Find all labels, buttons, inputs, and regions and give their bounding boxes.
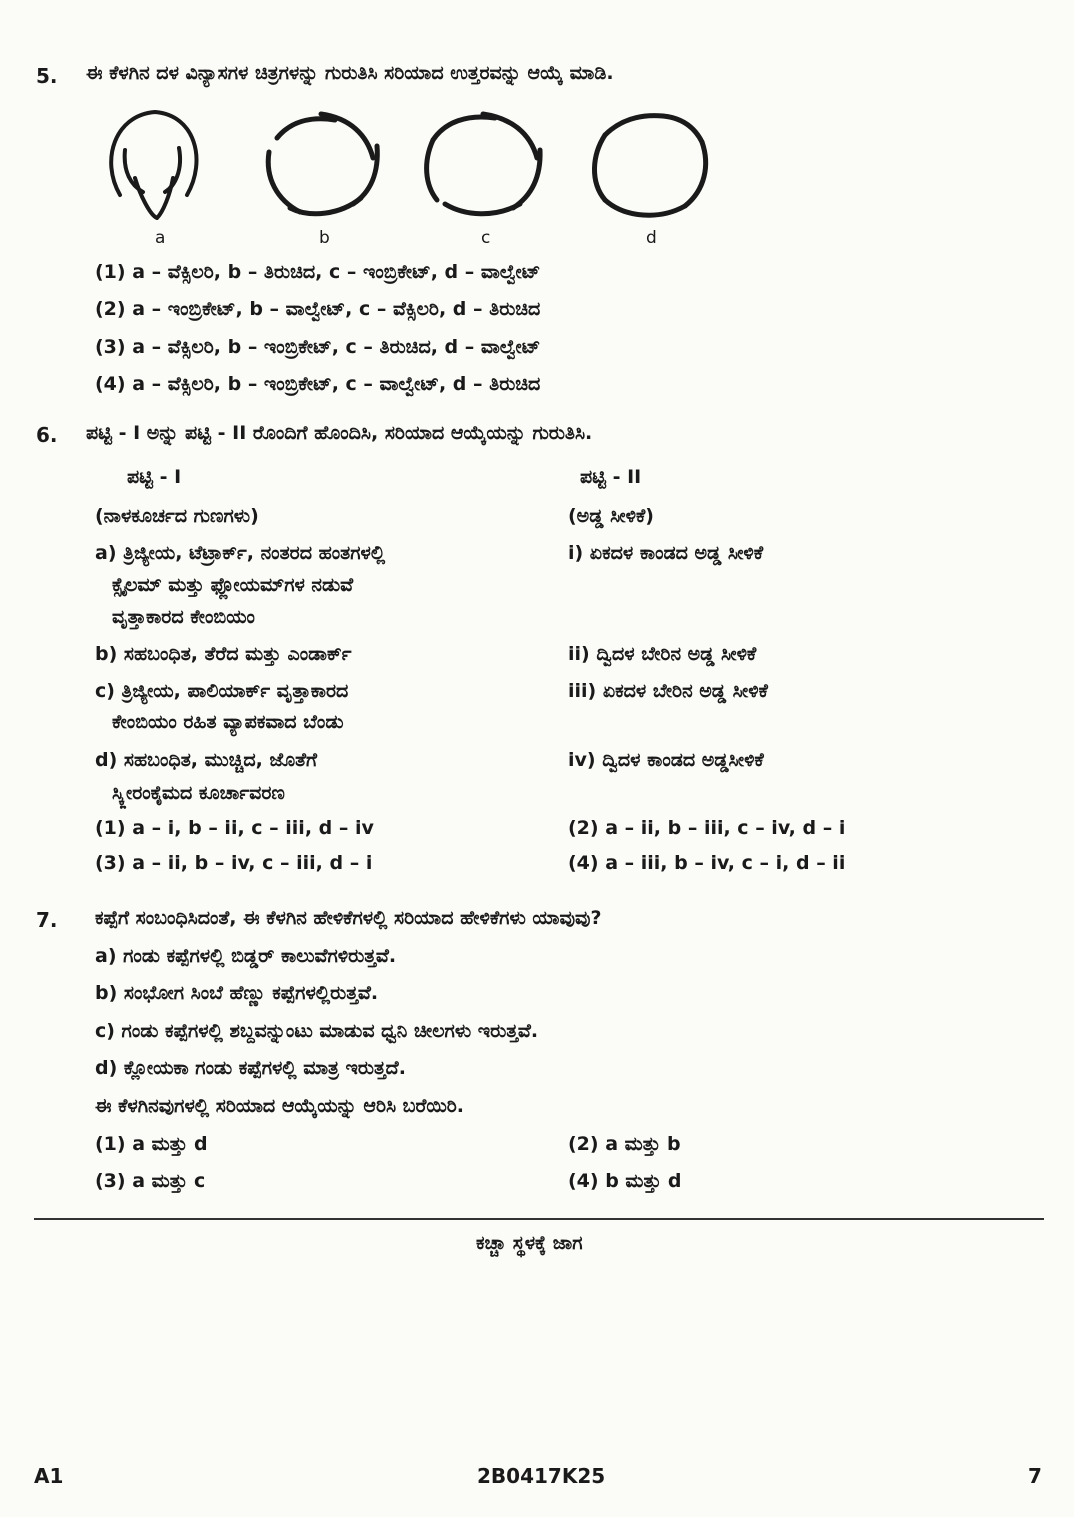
footer-page-number: 7: [1028, 1464, 1042, 1488]
footer-paper-code: 2B0417K25: [477, 1464, 606, 1488]
q6-number: 6.: [36, 423, 58, 447]
q5-number: 5.: [36, 64, 58, 88]
q7-instruction: ಈ ಕೆಳಗಿನವುಗಳಲ್ಲಿ ಸರಿಯಾದ ಆಯ್ಕೆಯನ್ನು ಆರಿಸಿ ಬರೆಯಿರಿ.: [95, 1095, 465, 1117]
list1-item-a-line2: ಕ್ಸೈಲಮ್ ಮತ್ತು ಫ್ಲೋಯಮ್‌ಗಳ ನಡುವೆ: [112, 574, 354, 596]
list1-item-a-line1: a) ತ್ರಿಜ್ಯೀಯ, ಟೆಟ್ರಾರ್ಕ್, ನಂತರದ ಹಂತಗಳಲ್ಲಿ: [95, 542, 386, 564]
list1-item-d-line1: d) ಸಹಬಂಧಿತ, ಮುಚ್ಚಿದ, ಜೊತೆಗೆ: [95, 749, 317, 771]
figure-b: [268, 114, 377, 214]
list1-item-a-line3: ವೃತ್ತಾಕಾರದ ಕೇಂಬಿಯಂ: [112, 606, 255, 628]
q5-option-3[interactable]: (3) a – ವೆಕ್ಸಿಲರಿ, b – ಇಂಬ್ರಿಕೇಟ್, c – ತಿರುಚಿದ, d – ವಾಲ್ವೇಟ್: [95, 336, 541, 358]
list2-item-ii: ii) ದ್ವಿದಳ ಬೇರಿನ ಅಡ್ಡ ಸೀಳಿಕೆ: [568, 643, 757, 665]
figure-label-a: a: [155, 228, 166, 248]
list1-title: ಪಟ್ಟಿ - I: [127, 466, 182, 488]
list2-item-iv: iv) ದ್ವಿದಳ ಕಾಂಡದ ಅಡ್ಡಸೀಳಿಕೆ: [568, 749, 764, 771]
q7-statement-b: b) ಸಂಭೋಗ ಸಿಂಬೆ ಹೆಣ್ಣು ಕಪ್ಪೆಗಳಲ್ಲಿರುತ್ತವೆ.: [95, 982, 379, 1004]
q5-option-1[interactable]: (1) a – ವೆಕ್ಸಿಲರಿ, b – ತಿರುಚಿದ, c – ಇಂಬ್ರಿಕೇಟ್, d – ವಾಲ್ವೇಟ್: [95, 261, 541, 283]
q7-statement-d: d) ಕ್ಲೋಯಕಾ ಗಂಡು ಕಪ್ಪೆಗಳಲ್ಲಿ ಮಾತ್ರ ಇರುತ್ತದೆ.: [95, 1057, 406, 1079]
figure-label-c: c: [481, 228, 491, 248]
list1-subtitle: (ನಾಳಕೂರ್ಚದ ಗುಣಗಳು): [95, 505, 259, 527]
list2-subtitle: (ಅಡ್ಡ ಸೀಳಿಕೆ): [568, 505, 654, 527]
list1-item-c-line1: c) ತ್ರಿಜ್ಯೀಯ, ಪಾಲಿಯಾರ್ಕ್ ವೃತ್ತಾಕಾರದ: [95, 680, 349, 702]
q7-number: 7.: [36, 908, 58, 932]
q7-statement-c: c) ಗಂಡು ಕಪ್ಪೆಗಳಲ್ಲಿ ಶಬ್ದವನ್ನುಂಟು ಮಾಡುವ ಧ್ವನಿ ಚೀಲಗಳು ಇರುತ್ತವೆ.: [95, 1020, 539, 1042]
figure-label-b: b: [319, 228, 330, 248]
footer-booklet-code: A1: [34, 1464, 64, 1488]
list2-item-iii: iii) ಏಕದಳ ಬೇರಿನ ಅಡ್ಡ ಸೀಳಿಕೆ: [568, 680, 768, 702]
q6-option-1[interactable]: (1) a – i, b – ii, c – iii, d – iv: [95, 817, 374, 839]
q7-question: ಕಪ್ಪೆಗೆ ಸಂಬಂಧಿಸಿದಂತೆ, ಈ ಕೆಳಗಿನ ಹೇಳಿಕೆಗಳಲ್ಲಿ ಸರಿಯಾದ ಹೇಳಿಕೆಗಳು ಯಾವುವು?: [95, 907, 602, 929]
q7-option-4[interactable]: (4) b ಮತ್ತು d: [568, 1170, 682, 1192]
rough-work-label: ಕಚ್ಚಾ ಸ್ಥಳಕ್ಕೆ ಜಾಗ: [476, 1232, 583, 1254]
q5-option-4[interactable]: (4) a – ವೆಕ್ಸಿಲರಿ, b – ಇಂಬ್ರಿಕೇಟ್, c – ವಾಲ್ವೇಟ್, d – ತಿರುಚಿದ: [95, 373, 541, 395]
list2-item-i: i) ಏಕದಳ ಕಾಂಡದ ಅಡ್ಡ ಸೀಳಿಕೆ: [568, 542, 764, 564]
q6-option-4[interactable]: (4) a – iii, b – iv, c – i, d – ii: [568, 852, 846, 874]
q5-question: ಈ ಕೆಳಗಿನ ದಳ ವಿನ್ಯಾಸಗಳ ಚಿತ್ರಗಳನ್ನು ಗುರುತಿಸಿ ಸರಿಯಾದ ಉತ್ತರವನ್ನು ಆಯ್ಕೆ ಮಾಡಿ.: [86, 62, 614, 84]
figure-d: [594, 116, 705, 216]
list1-item-d-line2: ಸ್ಕ್ಲೀರಂಕೈಮದ ಕೂರ್ಚಾವರಣ: [112, 782, 285, 804]
q5-option-2[interactable]: (2) a – ಇಂಬ್ರಿಕೇಟ್, b – ವಾಲ್ವೇಟ್, c – ವೆಕ್ಸಿಲರಿ, d – ತಿರುಚಿದ: [95, 298, 541, 320]
list1-item-c-line2: ಕೇಂಬಿಯಂ ರಹಿತ ವ್ಯಾಪಕವಾದ ಬೆಂಡು: [112, 711, 344, 733]
aestivation-figures: [95, 100, 715, 220]
q7-option-2[interactable]: (2) a ಮತ್ತು b: [568, 1133, 681, 1155]
q6-option-2[interactable]: (2) a – ii, b – iii, c – iv, d – i: [568, 817, 846, 839]
q7-option-3[interactable]: (3) a ಮತ್ತು c: [95, 1170, 206, 1192]
figure-label-d: d: [646, 228, 657, 248]
section-divider: [34, 1218, 1044, 1220]
q6-option-3[interactable]: (3) a – ii, b – iv, c – iii, d – i: [95, 852, 373, 874]
q6-question: ಪಟ್ಟಿ - I ಅನ್ನು ಪಟ್ಟಿ - II ರೊಂದಿಗೆ ಹೊಂದಿಸಿ, ಸರಿಯಾದ ಆಯ್ಕೆಯನ್ನು ಗುರುತಿಸಿ.: [86, 422, 593, 444]
list2-title: ಪಟ್ಟಿ - II: [580, 466, 642, 488]
figure-c: [427, 114, 540, 214]
list1-item-b: b) ಸಹಬಂಧಿತ, ತೆರೆದ ಮತ್ತು ಎಂಡಾರ್ಕ್: [95, 643, 352, 665]
q7-option-1[interactable]: (1) a ಮತ್ತು d: [95, 1133, 208, 1155]
figure-a-vexillary: [111, 112, 196, 218]
q7-statement-a: a) ಗಂಡು ಕಪ್ಪೆಗಳಲ್ಲಿ ಬಿಡ್ಡರ್ ಕಾಲುವೆಗಳಿರುತ್ತವೆ.: [95, 945, 397, 967]
